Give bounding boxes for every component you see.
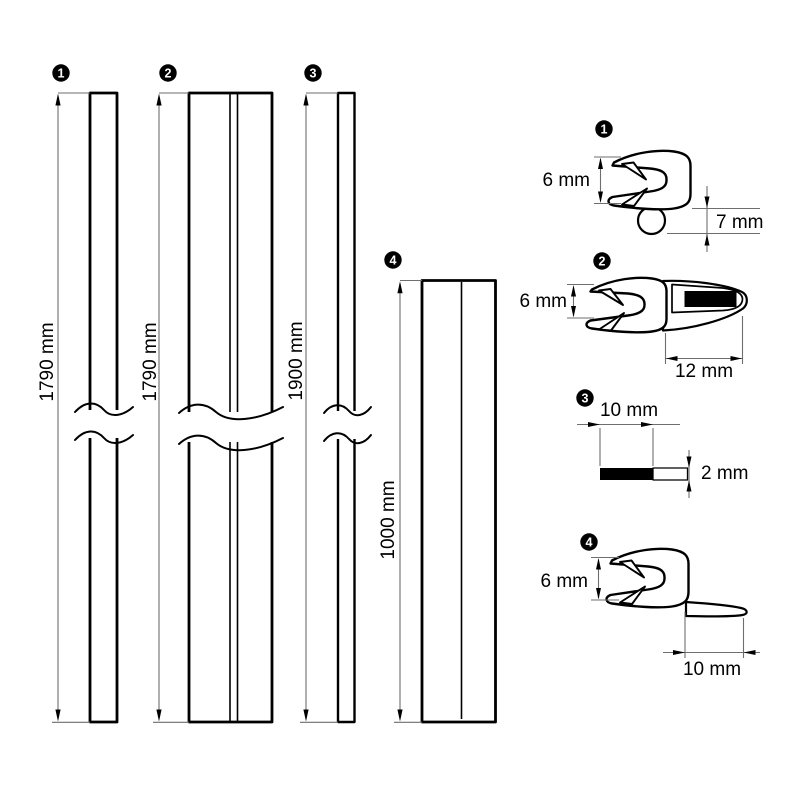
strip-1	[37, 64, 133, 722]
length-label-3: 1900 mm	[286, 321, 307, 401]
width-dimension-3	[577, 400, 680, 466]
length-label-1: 1790 mm	[37, 322, 58, 402]
thickness-dimension-3	[687, 450, 749, 498]
length-dimension-1	[37, 93, 90, 722]
profile-number-2: 2	[598, 254, 606, 269]
arrowhead-up-icon	[303, 94, 308, 106]
arrowhead-up-icon	[397, 281, 402, 293]
drop-label-1: 7 mm	[716, 212, 764, 233]
arrowhead-right-icon	[588, 422, 600, 427]
arrowhead-down-icon	[571, 306, 576, 318]
profile-2	[520, 252, 747, 382]
part-number-3: 3	[309, 66, 317, 81]
width-label-2: 12 mm	[674, 361, 734, 382]
arrowhead-down-icon	[598, 192, 603, 204]
arrowhead-up-icon	[156, 94, 161, 106]
arrowhead-up-icon	[705, 234, 710, 246]
profile-1	[543, 120, 764, 252]
length-label-2: 1790 mm	[140, 322, 161, 402]
adhesive-strip-lip	[653, 468, 688, 480]
reach-dimension-4	[663, 612, 760, 680]
length-label-4: 1000 mm	[378, 480, 399, 560]
arrowhead-right-icon	[673, 650, 685, 655]
arrowhead-down-icon	[303, 710, 308, 722]
strip-body	[422, 281, 496, 723]
profile-3	[576, 389, 748, 498]
profile-number-1: 1	[600, 122, 608, 137]
length-dimension-2	[140, 93, 189, 722]
strip-3	[286, 64, 371, 722]
adhesive-strip-body	[600, 468, 653, 480]
arrowhead-up-icon	[55, 94, 60, 106]
arrowhead-down-icon	[156, 710, 161, 722]
height-label-1: 6 mm	[542, 170, 590, 191]
arrowhead-up-icon	[571, 285, 576, 297]
height-dimension-1	[543, 157, 622, 204]
width-label-3: 10 mm	[599, 400, 659, 421]
arrowhead-down-icon	[705, 197, 710, 209]
magnet-insert	[685, 291, 737, 307]
part-number-4: 4	[389, 253, 397, 268]
seal-fin	[686, 602, 747, 616]
arrowhead-right-icon	[641, 422, 653, 427]
height-label-4: 6 mm	[540, 571, 588, 592]
arrowhead-down-icon	[55, 710, 60, 722]
u-channel-section	[587, 278, 667, 332]
strip-4	[378, 251, 496, 722]
part-number-2: 2	[164, 66, 172, 81]
height-dimension-2	[520, 285, 595, 319]
seal-bulb	[638, 207, 665, 234]
reach-label-4: 10 mm	[682, 659, 742, 680]
height-label-2: 6 mm	[519, 291, 567, 312]
thickness-label-3: 2 mm	[701, 463, 749, 484]
profile-number-3: 3	[581, 391, 589, 406]
strip-body	[90, 93, 117, 722]
arrowhead-down-icon	[596, 588, 601, 600]
arrowhead-up-icon	[596, 558, 601, 570]
part-number-1: 1	[57, 66, 65, 81]
profile-number-4: 4	[585, 535, 593, 550]
arrowhead-down-icon	[397, 710, 402, 722]
u-channel-section	[609, 151, 691, 209]
arrowhead-up-icon	[598, 158, 603, 170]
height-dimension-4	[541, 558, 620, 601]
arrowhead-down-icon	[687, 457, 692, 468]
arrowhead-up-icon	[687, 480, 692, 491]
break-gap	[184, 412, 277, 442]
length-dimension-4	[378, 281, 422, 723]
strip-2	[140, 64, 283, 722]
arrowhead-left-icon	[744, 650, 756, 655]
profile-4	[541, 533, 761, 680]
